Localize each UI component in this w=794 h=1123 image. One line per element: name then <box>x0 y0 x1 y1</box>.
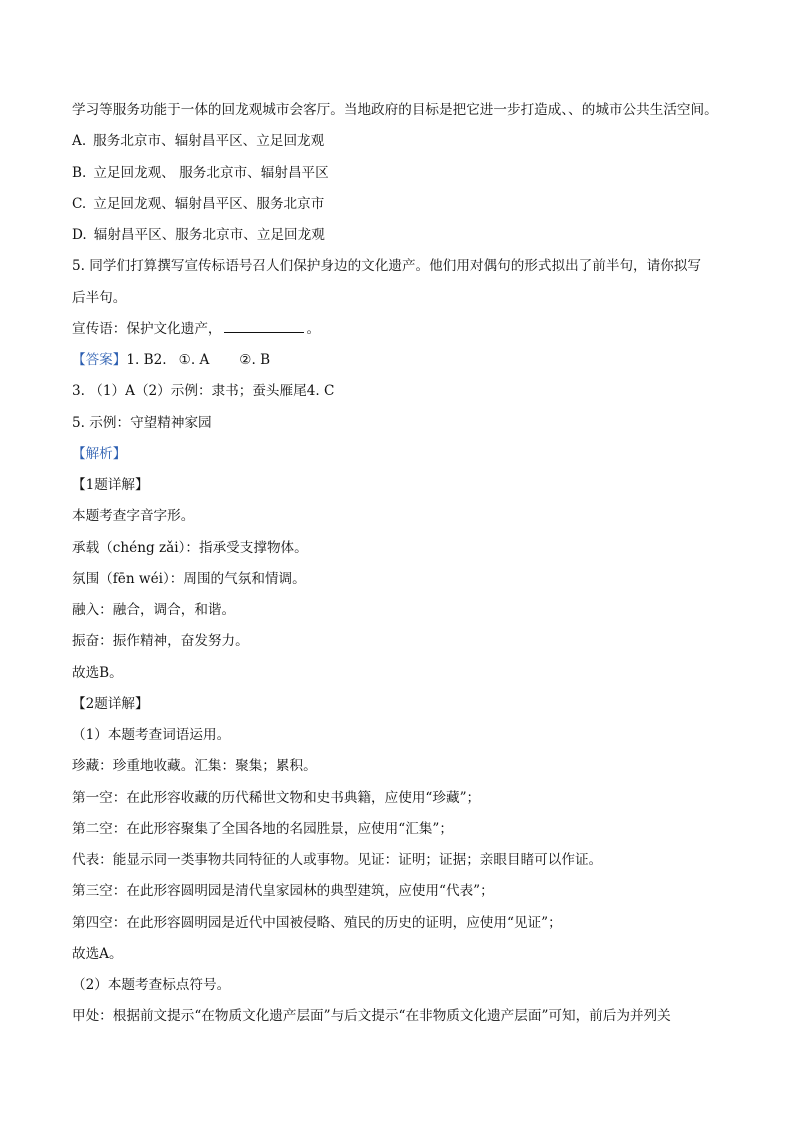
section-2-line: 第一空：在此形容收藏的历代稀世文物和史书典籍，应使用“珍藏”； <box>72 789 481 806</box>
section-2-line: 故选A。 <box>72 945 123 962</box>
option-d-text: 辐射昌平区、服务北京市、立足回龙观 <box>93 227 325 243</box>
option-d <box>72 220 794 251</box>
option-b-label: B. <box>72 164 87 181</box>
question-4-stem-tail: 学习等服务功能于一体的回龙观城市会客厅。当地政府的目标是把它进一步打造成、、的城市公共生活空间。 <box>72 102 718 118</box>
answer-line-1 <box>72 345 794 376</box>
answer-item: ①. A <box>178 352 210 368</box>
option-a-text: 服务北京市、辐射昌平区、立足回龙观 <box>93 133 325 150</box>
question-5-stem-line-1: 5. 同学们打算撰写宣传标语号召人们保护身边的文化遗产。他们用对偶句的形式拟出了前半句，请你拟写 <box>72 258 702 275</box>
option-c <box>72 189 794 220</box>
slogan-end: 。 <box>306 320 321 337</box>
section-2-line: （2）本题考查标点符号。 <box>72 977 231 993</box>
answer-line-3: 5. 示例：守望精神家园 <box>72 414 212 431</box>
section-2-line: 甲处：根据前文提示“在物质文化遗产层面”与后文提示“在非物质文化遗产层面”可知，前后为并列关 <box>72 1008 671 1025</box>
option-a-label: A. <box>72 133 87 150</box>
section-2-line: 第四空：在此形容圆明园是近代中国被侵略、殖民的历史的证明，应使用“见证”； <box>72 914 562 931</box>
section-1-line: 本题考查字音字形。 <box>72 508 195 525</box>
answer-item: ②. B <box>239 352 271 368</box>
answer-item: 1. B2. <box>126 352 167 368</box>
section-2-line: 代表：能显示同一类事物共同特征的人或事物。见证：证明；证据；亲眼目睹可以作证。 <box>72 852 603 868</box>
section-2-line: 珍藏：珍重地收藏。汇集：聚集；累积。 <box>72 758 317 775</box>
analysis-tag: 【解析】 <box>72 445 127 462</box>
slogan-prefix: 宣传语：保护文化遗产， <box>72 320 222 337</box>
answer-blank <box>224 318 304 333</box>
section-1-line: 承载（chéng zǎi）：指承受支撑物体。 <box>72 539 308 556</box>
section-1-line: 故选B。 <box>72 664 123 681</box>
slogan-line <box>72 314 794 345</box>
section-1-line: 振奋：振作精神，奋发努力。 <box>72 633 249 650</box>
section-1-heading: 【1题详解】 <box>72 477 149 493</box>
option-b <box>72 158 794 189</box>
answer-tag: 【答案】 <box>72 352 127 368</box>
option-c-text: 立足回龙观、辐射昌平区、服务北京市 <box>93 195 325 212</box>
option-b-text: 立足回龙观、 服务北京市、辐射昌平区 <box>93 164 329 181</box>
section-1-line: 氛围（fēn wéi）：周围的气氛和情调。 <box>72 570 306 587</box>
option-c-label: C. <box>72 195 87 212</box>
section-2-line: 第二空：在此形容聚集了全国各地的名园胜景，应使用“汇集”； <box>72 820 453 837</box>
option-d-label: D. <box>72 227 87 243</box>
answer-line-2: 3. （1）A（2）示例：隶书；蚕头雁尾4. C <box>72 383 335 400</box>
question-5-stem-line-2: 后半句。 <box>72 289 127 306</box>
section-2-line: （1）本题考查词语运用。 <box>72 727 231 743</box>
option-a <box>72 126 794 157</box>
section-2-line: 第三空：在此形容圆明园是清代皇家园林的典型建筑，应使用“代表”； <box>72 883 494 900</box>
section-2-heading: 【2题详解】 <box>72 695 149 712</box>
section-1-line: 融入：融合，调合，和谐。 <box>72 602 236 618</box>
